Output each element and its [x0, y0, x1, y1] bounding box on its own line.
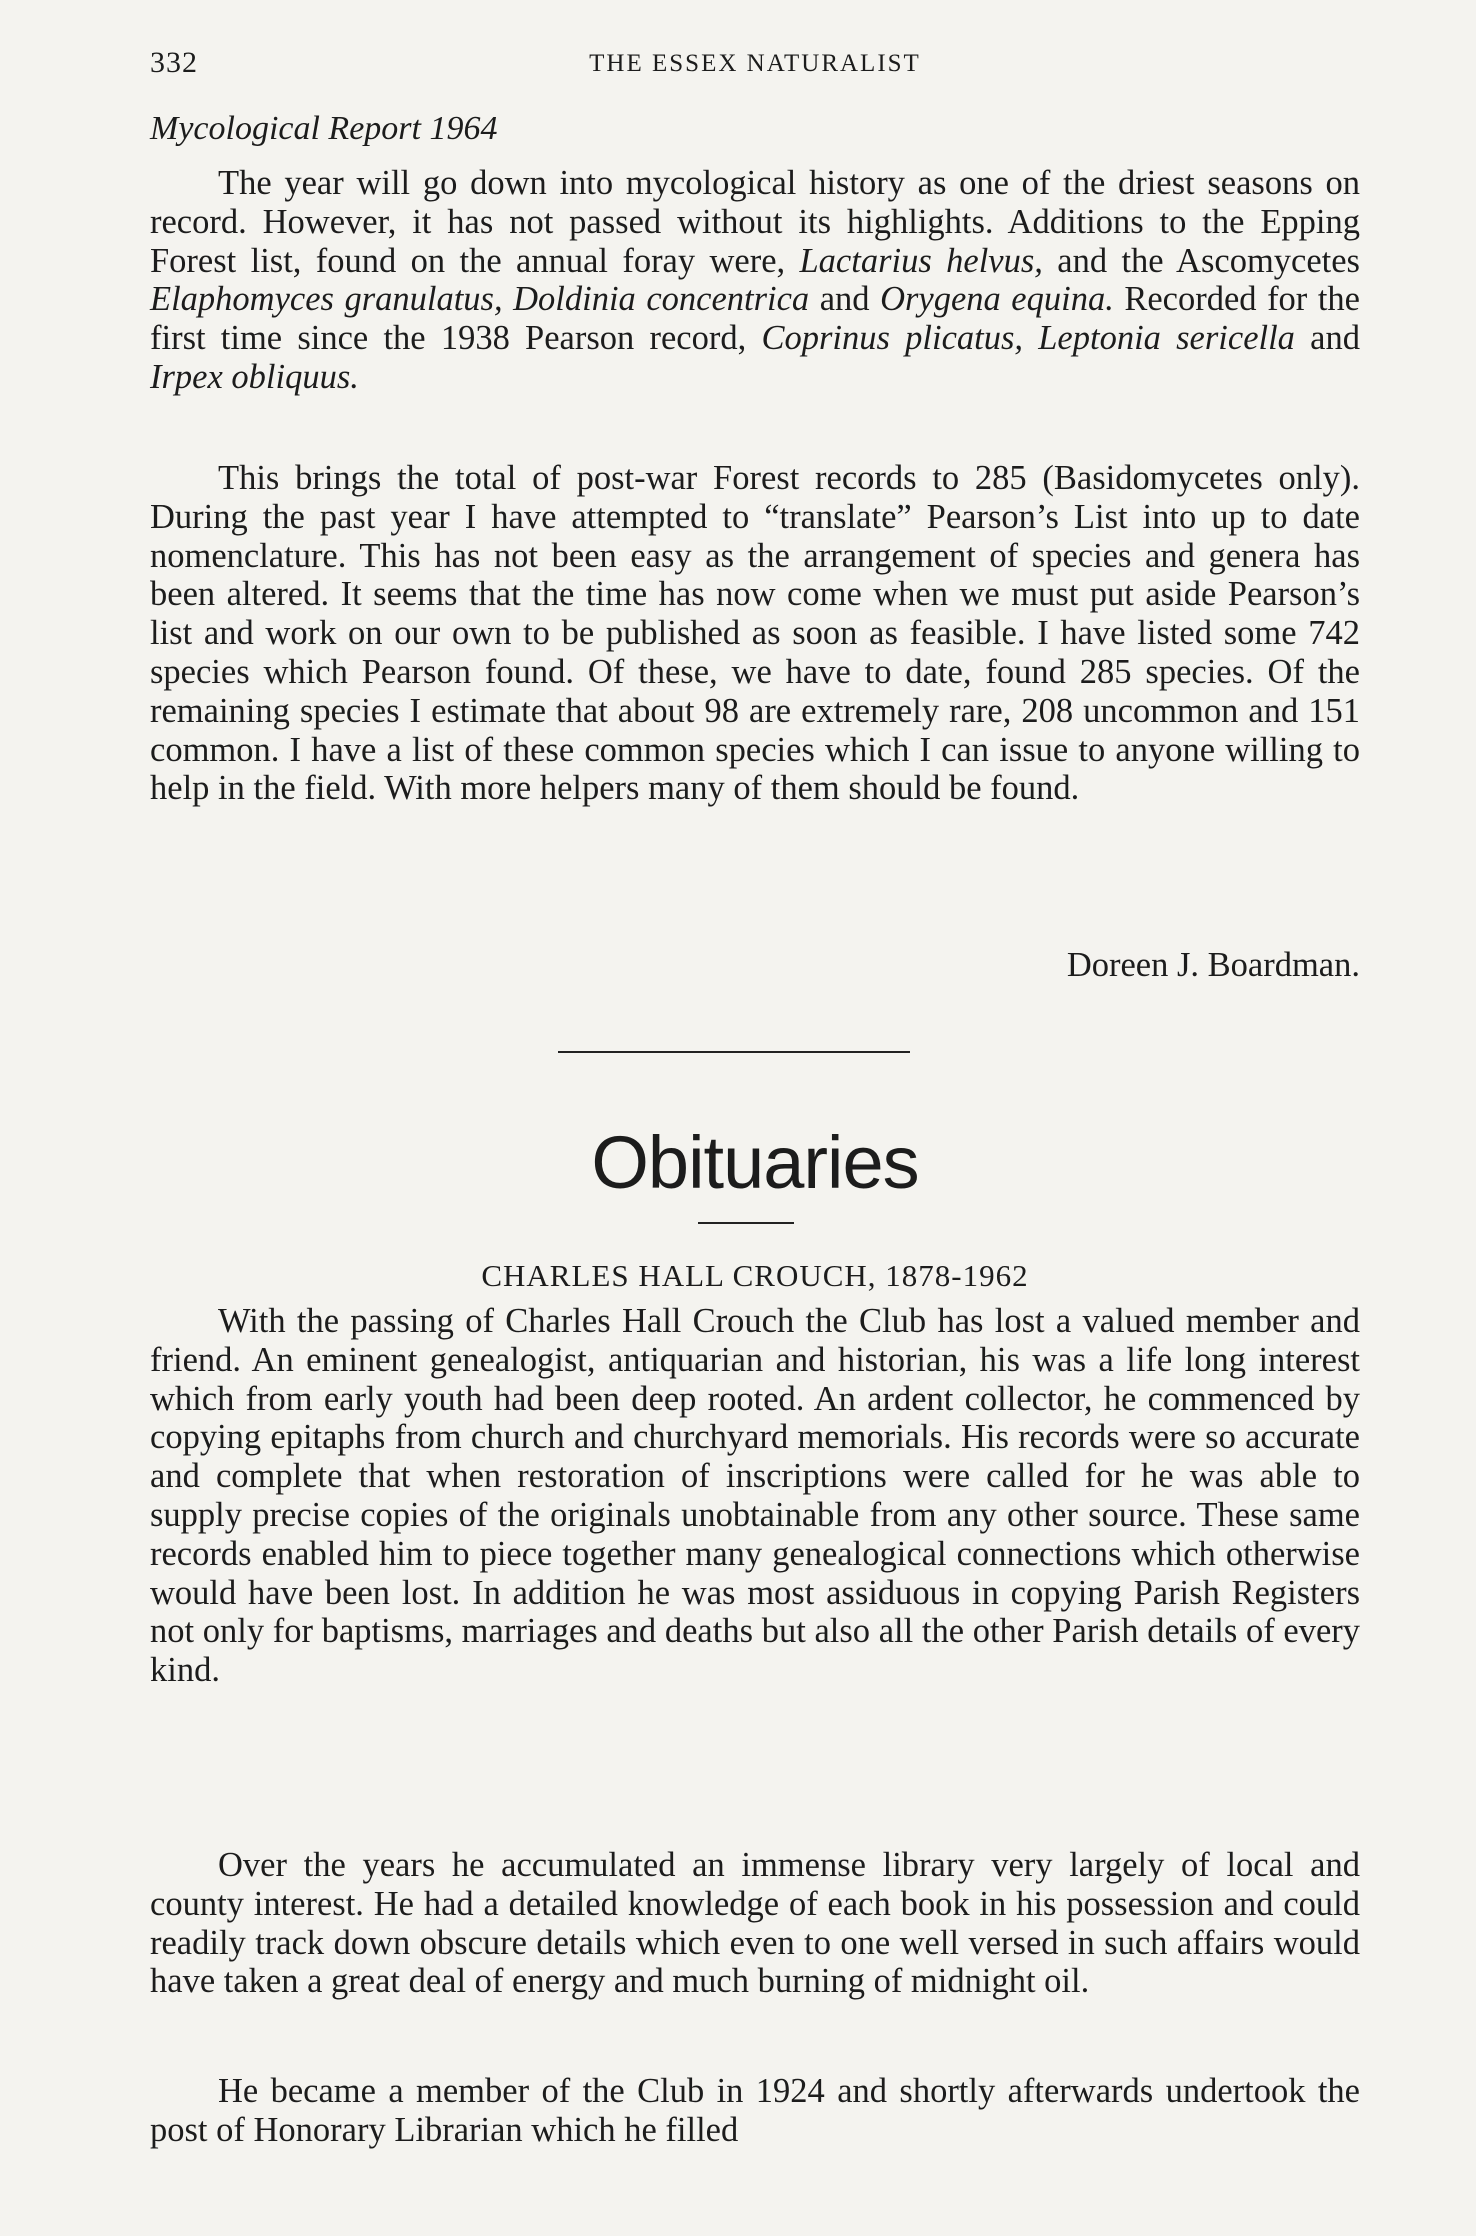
page-number: 332	[150, 46, 198, 79]
obituary-paragraph-3: He became a member of the Club in 1924 and shortly afterwards undertook the post of Honorary Librarian which he filled	[150, 2072, 1360, 2149]
mycology-paragraph-1: The year will go down into mycological history as one of the driest seasons on record. However, it has not passed without its highlights. Additions to the Epping Forest list, found on the annual foray were, Lactarius helvus, and the Ascomycetes Elaphomyces granulatus, Doldinia concentrica and Orygena equina. Recorded for the first time since the 1938 Pearson record, Coprinus plicatus, Leptonia sericella and Irpex obliquus.	[150, 164, 1360, 396]
obituaries-heading: Obituaries	[591, 1121, 919, 1204]
mycology-paragraph-2: This brings the total of post-war Forest records to 285 (Basidomycetes only). During the past year I have attempted to “translate” Pearson’s List into up to date nomenclature. This has not been easy as the arrangement of species and genera has been altered. It seems that the time has now come when we must put aside Pearson’s list and work on our own to be published as soon as feasible. I have listed some 742 species which Pearson found. Of these, we have to date, found 285 species. Of the remaining species I estimate that about 98 are extremely rare, 208 uncommon and 151 common. I have a list of these common species which I can issue to anyone willing to help in the field. With more helpers many of them should be found.	[150, 459, 1360, 808]
section-divider	[558, 1051, 910, 1053]
species-name: Lactarius helvus,	[799, 241, 1043, 280]
obituary-name: CHARLES HALL CROUCH, 1878-1962	[481, 1258, 1029, 1293]
mycology-title: Mycological Report 1964	[150, 110, 498, 147]
running-title: THE ESSEX NATURALIST	[589, 50, 921, 77]
species-name: Irpex obliquus.	[150, 357, 359, 396]
obituary-paragraph-1: With the passing of Charles Hall Crouch the Club has lost a valued member and friend. An eminent genealogist, antiquarian and historian, his was a life long interest which from early youth had been deep rooted. An ardent collector, he commenced by copying epitaphs from church and churchyard memorials. His records were so accurate and complete that when restoration of inscriptions were called for he was able to supply precise copies of the originals unobtainable from any other source. These same records enabled him to piece together many genealogical connections which otherwise would have been lost. In addition he was most assiduous in copying Parish Registers not only for baptisms, marriages and deaths but also all the other Parish details of every kind.	[150, 1302, 1360, 1690]
obituary-paragraph-2: Over the years he accumulated an immense library very largely of local and county interest. He had a detailed knowledge of each book in his possession and could readily track down obscure details which even to one well versed in such affairs would have taken a great deal of energy and much burning of midnight oil.	[150, 1846, 1360, 2001]
species-name: Coprinus plicatus, Leptonia sericella	[761, 319, 1295, 358]
running-head	[150, 46, 1360, 86]
species-name: Elaphomyces granulatus, Doldinia concentrica	[150, 280, 810, 319]
species-name: Orygena equina.	[880, 280, 1114, 319]
signature: Doreen J. Boardman.	[1066, 946, 1360, 984]
heading-underline	[698, 1222, 794, 1224]
